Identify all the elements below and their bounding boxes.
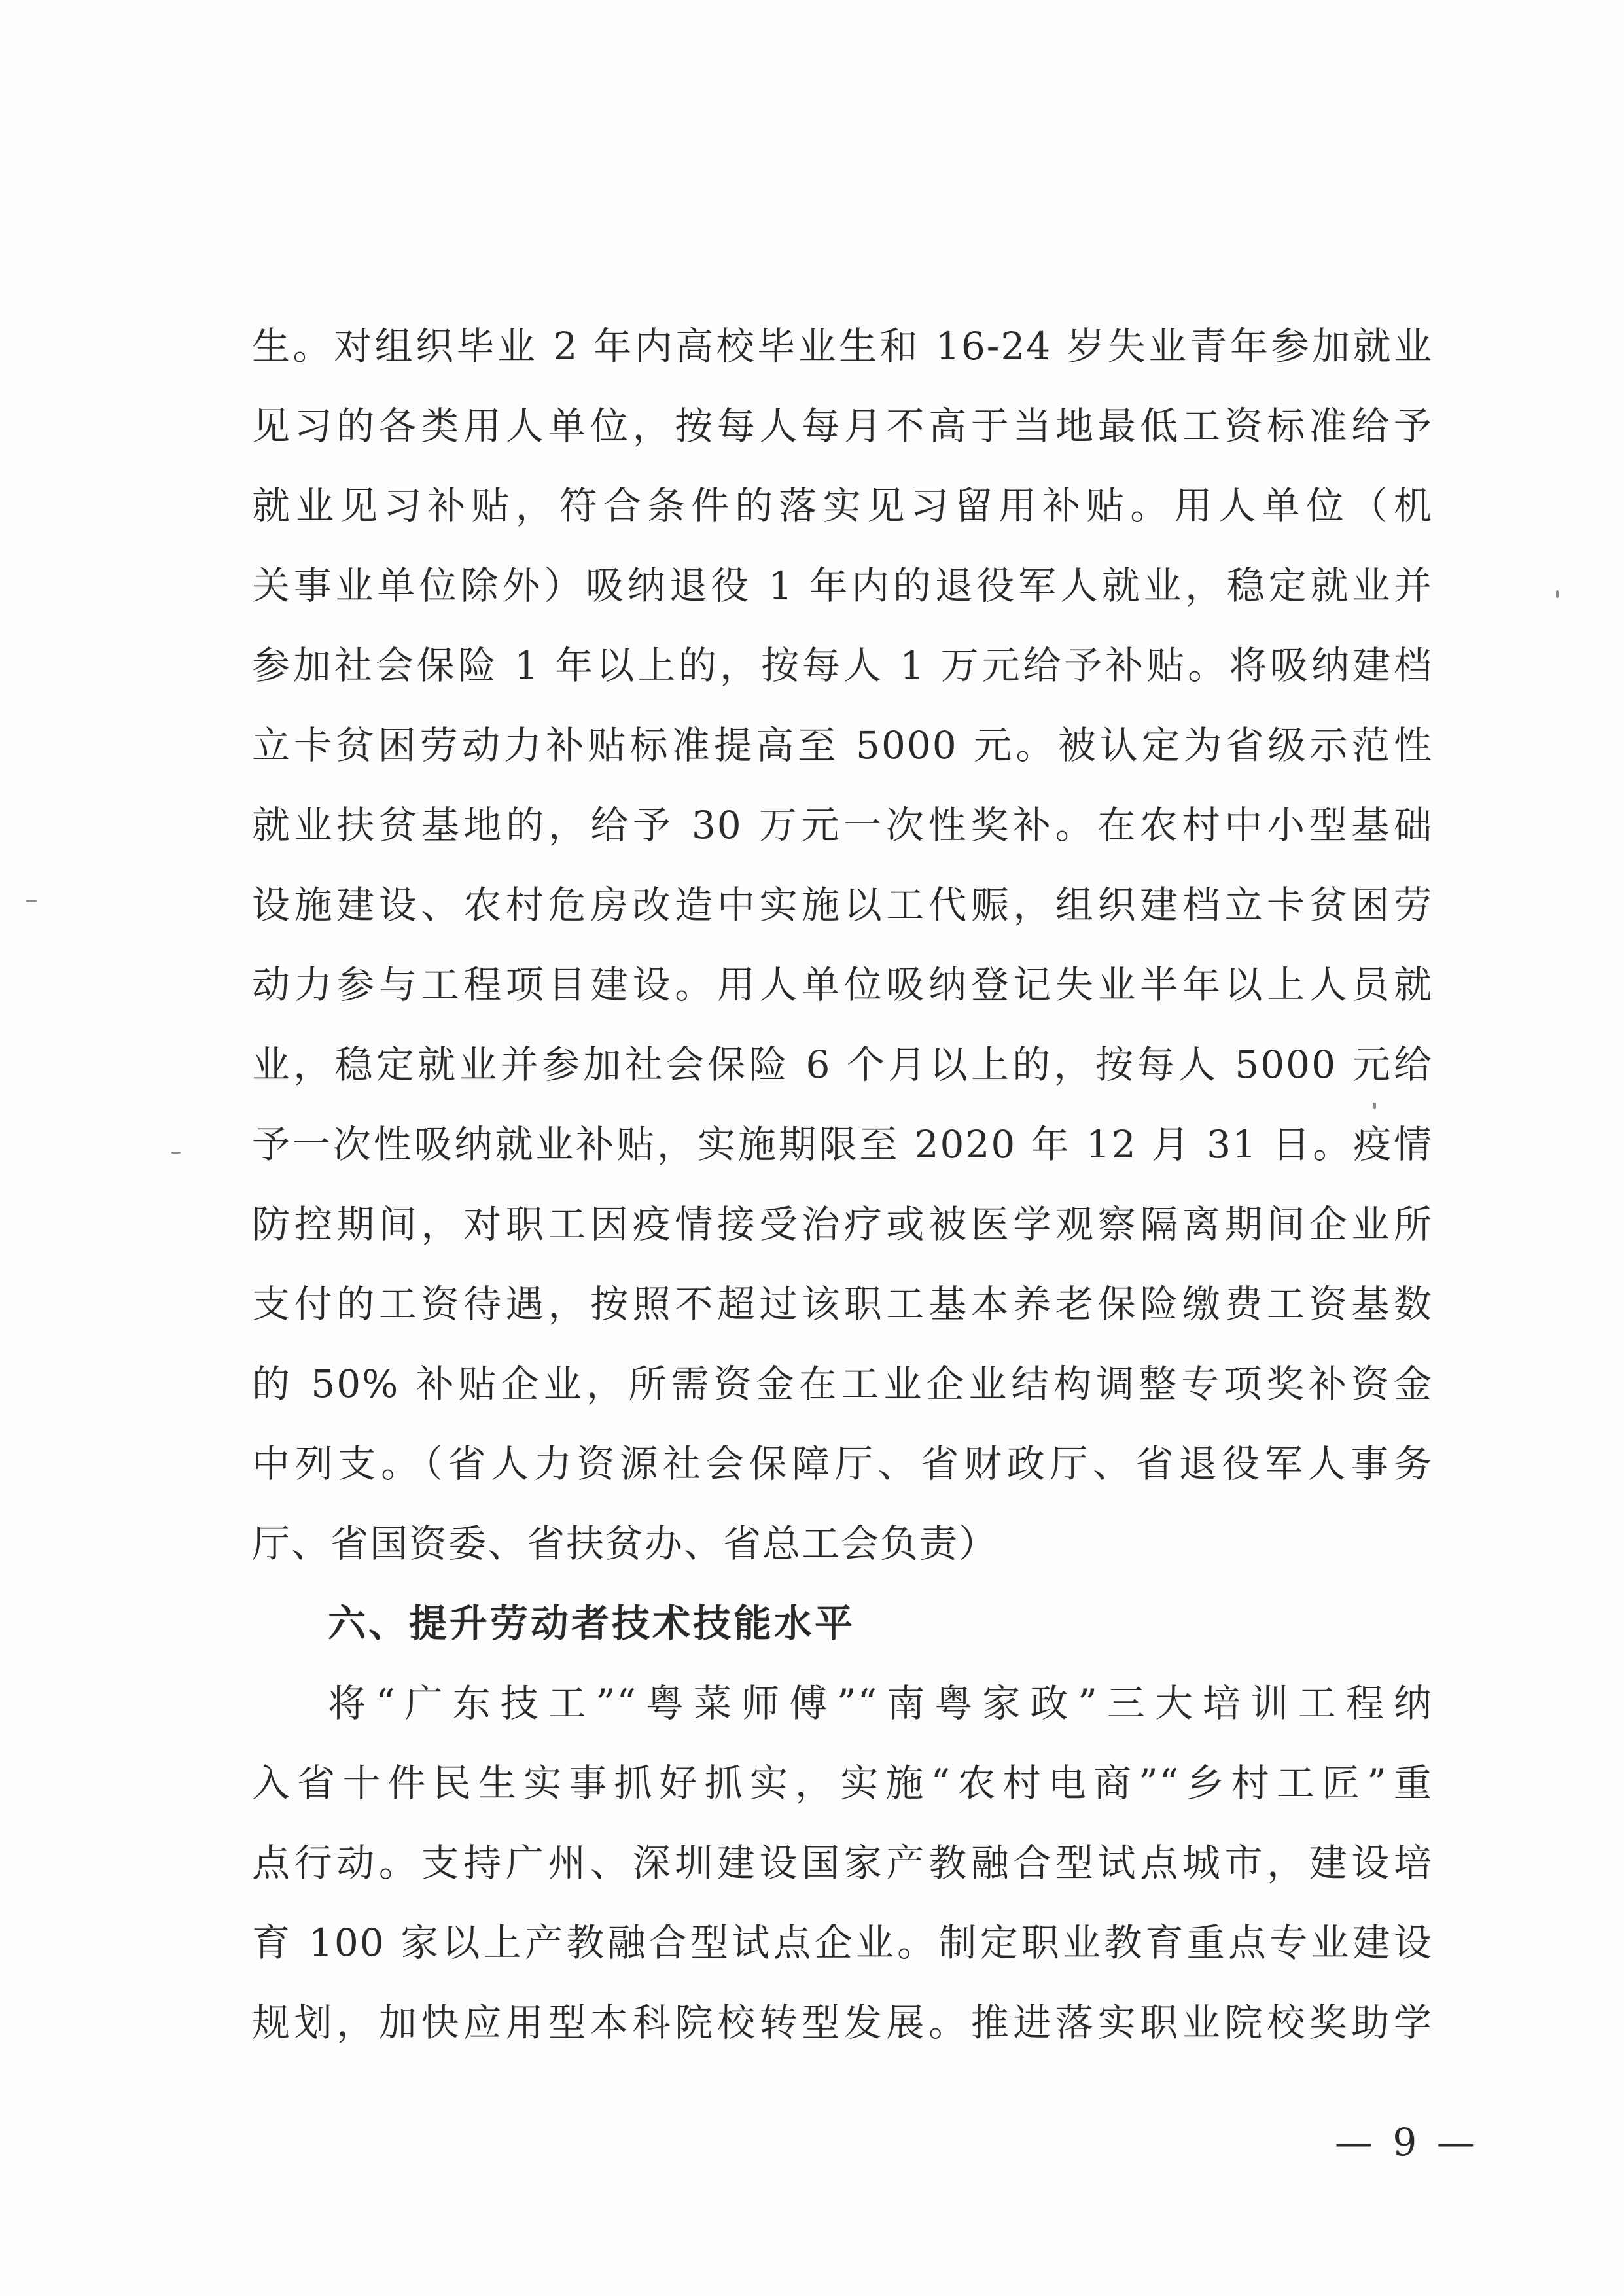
text-line: 就业扶贫基地的，给予 30 万元一次性奖补。在农村中小型基础 bbox=[252, 803, 1433, 847]
text-line: 点行动。支持广州、深圳建设国家产教融合型试点城市，建设培 bbox=[252, 1841, 1433, 1885]
text-line: 生。对组织毕业 2 年内高校毕业生和 16-24 岁失业青年参加就业 bbox=[252, 324, 1433, 368]
text-line: 就业见习补贴，符合条件的落实见习留用补贴。用人单位（机 bbox=[252, 484, 1433, 528]
text-line: 入省十件民生实事抓好抓实，实施“农村电商”“乡村工匠”重 bbox=[252, 1761, 1433, 1805]
text-line: 设施建设、农村危房改造中实施以工代赈，组织建档立卡贫困劳 bbox=[252, 883, 1433, 927]
text-line: 厅、省国资委、省扶贫办、省总工会负责） bbox=[252, 1521, 998, 1566]
body-text bbox=[252, 306, 1433, 2062]
scan-speck bbox=[1373, 1103, 1376, 1109]
text-line: 中列支。（省人力资源社会保障厅、省财政厅、省退役军人事务 bbox=[252, 1441, 1433, 1486]
text-line: 动力参与工程项目建设。用人单位吸纳登记失业半年以上人员就 bbox=[252, 963, 1433, 1007]
text-line: 予一次性吸纳就业补贴，实施期限至 2020 年 12 月 31 日。疫情 bbox=[252, 1122, 1433, 1167]
text-line: 立卡贫困劳动力补贴标准提高至 5000 元。被认定为省级示范性 bbox=[252, 723, 1433, 768]
paragraph-skills-training bbox=[252, 1663, 1433, 2062]
paragraph-employment-subsidies bbox=[252, 306, 1433, 1583]
scan-speck bbox=[1556, 590, 1559, 598]
text-line: 支付的工资待遇，按照不超过该职工基本养老保险缴费工资基数 bbox=[252, 1282, 1433, 1326]
text-line: 业，稳定就业并参加社会保险 6 个月以上的，按每人 5000 元给 bbox=[252, 1042, 1433, 1087]
text-line: 见习的各类用人单位，按每人每月不高于当地最低工资标准给予 bbox=[252, 404, 1433, 448]
page-number: — 9 — bbox=[1335, 2120, 1479, 2164]
section-heading: 六、提升劳动者技术技能水平 bbox=[328, 1601, 856, 1646]
text-line: 的 50% 补贴企业，所需资金在工业企业结构调整专项奖补资金 bbox=[252, 1362, 1433, 1406]
text-line: 规划，加快应用型本科院校转型发展。推进落实职业院校奖助学 bbox=[252, 2000, 1433, 2045]
text-line: 将“广东技工”“粤菜师傅”“南粤家政”三大培训工程纳 bbox=[328, 1681, 1433, 1725]
scan-speck bbox=[171, 1152, 181, 1154]
scan-speck bbox=[26, 900, 37, 902]
text-line: 育 100 家以上产教融合型试点企业。制定职业教育重点专业建设 bbox=[252, 1920, 1433, 1965]
text-line: 参加社会保险 1 年以上的，按每人 1 万元给予补贴。将吸纳建档 bbox=[252, 643, 1433, 688]
text-line: 关事业单位除外）吸纳退役 1 年内的退役军人就业，稳定就业并 bbox=[252, 563, 1433, 608]
text-line: 防控期间，对职工因疫情接受治疗或被医学观察隔离期间企业所 bbox=[252, 1202, 1433, 1246]
